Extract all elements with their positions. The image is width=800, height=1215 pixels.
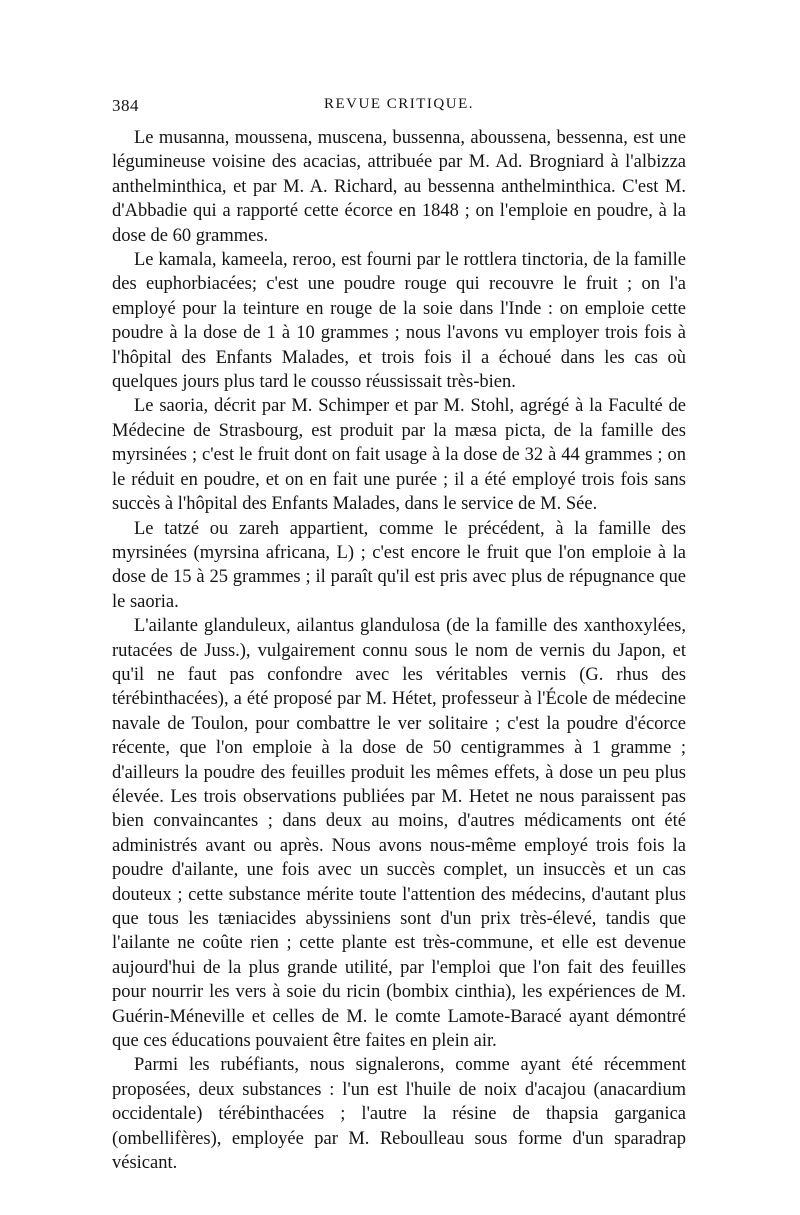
body-text xyxy=(112,126,686,1175)
book-page xyxy=(112,96,686,1175)
paragraph-saoria: Le saoria, décrit par M. Schimper et par M. Stohl, agrégé à la Faculté de Médecine de Strasbourg, est produit par la mæsa picta, de la famille des myrsinées ; c'est le fruit dont on fait usage à la dose de 32 à 44 grammes ; on le réduit en poudre, et on en fait une purée ; il a été employé trois fois sans succès à l'hôpital des Enfants Malades, dans le service de M. Sée. xyxy=(112,396,686,515)
paragraph-ailante: L'ailante glanduleux, ailantus glandulosa (de la famille des xanthoxylées, rutacées de Juss.), vulgairement connu sous le nom de vernis du Japon, et qu'il ne faut pas confondre avec les véritables vernis (G. rhus des térébinthacées), a été proposé par M. Hétet, professeur à l'École de médecine navale de Toulon, pour combattre le ver solitaire ; c'est la poudre d'écorce récente, que l'on emploie à la dose de 50 centigrammes à 1 gramme ; d'ailleurs la poudre des feuilles produit les mêmes effets, à dose un peu plus élevée. Les trois observations publiées par M. Hetet ne nous paraissent pas bien convaincantes ; dans deux au moins, d'autres médicaments ont été administrés avant ou après. Nous avons nous-même employé trois fois la poudre d'ailante, une fois avec un succès complet, un insuccès et un cas douteux ; cette substance mérite toute l'attention des médecins, d'autant plus que tous les tæniacides abyssiniens sont d'un prix très-élevé, tandis que l'ailante ne coûte rien ; cette plante est très-commune, et elle est devenue aujourd'hui de la plus grande utilité, par l'emploi que l'on fait des feuilles pour nourrir les vers à soie du ricin (bombix cinthia), les expériences de M. Guérin-Méneville et celles de M. le comte Lamote-Baracé ayant démontré que ces éducations pouvaient être faites en plein air. xyxy=(112,616,686,1052)
page-number: 384 xyxy=(112,96,139,115)
running-title: REVUE CRITIQUE. xyxy=(324,96,474,112)
paragraph-rubefiants: Parmi les rubéfiants, nous signalerons, comme ayant été récemment proposées, deux substances : l'un est l'huile de noix d'acajou (anacardium occidentale) térébinthacées ; l'autre la résine de thapsia garganica (ombellifères), employée par M. Reboulleau sous forme d'un sparadrap vésicant. xyxy=(112,1055,686,1174)
running-header xyxy=(112,96,686,122)
paragraph-tatze: Le tatzé ou zareh appartient, comme le précédent, à la famille des myrsinées (myrsina africana, L) ; c'est encore le fruit que l'on emploie à la dose de 15 à 25 grammes ; il paraît qu'il est pris avec plus de répugnance que le saoria. xyxy=(112,518,686,612)
paragraph-musanna: Le musanna, moussena, muscena, bussenna, aboussena, bessenna, est une légumineuse voisine des acacias, attribuée par M. Ad. Brogniard à l'albizza anthelminthica, et par M. A. Richard, au bessenna anthelminthica. C'est M. d'Abbadie qui a rapporté cette écorce en 1848 ; on l'emploie en poudre, à la dose de 60 grammes. xyxy=(112,128,686,246)
paragraph-kamala: Le kamala, kameela, reroo, est fourni par le rottlera tinctoria, de la famille des euphorbiacées; c'est une poudre rouge qui recouvre le fruit ; on l'a employé pour la teinture en rouge de la soie dans l'Inde : on emploie cette poudre à la dose de 1 à 10 grammes ; nous l'avons vu employer trois fois à l'hôpital des Enfants Malades, et trois fois il a échoué dans les cas où quelques jours plus tard le cousso réussissait très-bien. xyxy=(112,250,686,393)
